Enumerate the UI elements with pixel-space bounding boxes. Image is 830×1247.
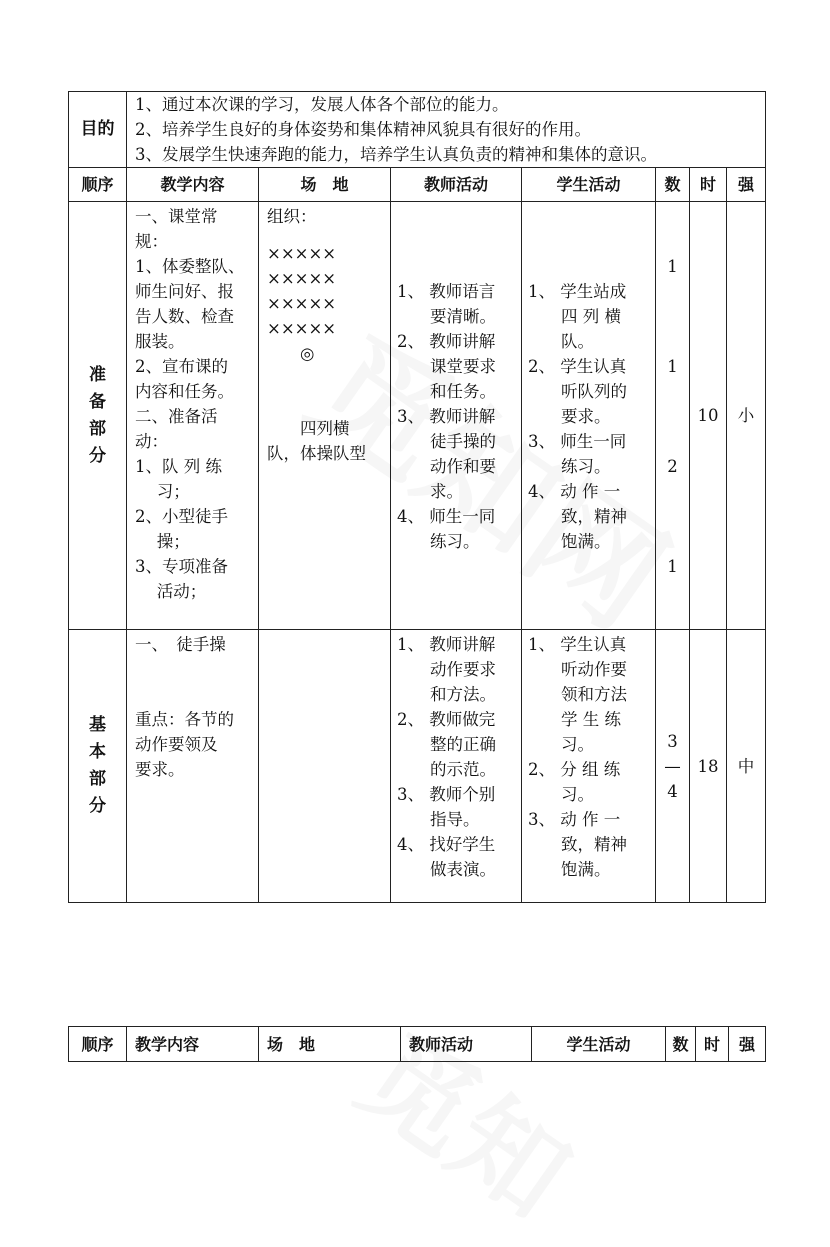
prep-student <box>522 202 656 630</box>
prep-venue-line: 队，体操队型 <box>267 444 366 463</box>
prep-student-line: 听队列的 <box>528 382 627 401</box>
basic-student-line: 致，精神 <box>528 835 627 854</box>
header2-student: 学生活动 <box>532 1027 666 1062</box>
prep-teacher-line: 1、 教师语言 <box>397 282 496 301</box>
header-venue: 场 地 <box>259 168 391 202</box>
header-content: 教学内容 <box>127 168 259 202</box>
goal-line-3: 3、发展学生快速奔跑的能力，培养学生认真负责的精神和集体的意识。 <box>135 145 657 164</box>
header-count: 数 <box>656 168 690 202</box>
formation-row: ××××× <box>267 294 337 313</box>
basic-teacher-line: 整的正确 <box>397 735 496 754</box>
basic-teacher <box>391 630 522 903</box>
basic-time: 18 <box>690 630 727 903</box>
basic-venue <box>259 630 391 903</box>
basic-teacher-line: 4、 找好学生 <box>397 835 496 854</box>
prep-teacher-line: 求。 <box>397 482 463 501</box>
header-order: 顺序 <box>69 168 127 202</box>
prep-content-line: 1、队 列 练 <box>135 457 222 476</box>
prep-content <box>127 202 259 630</box>
basic-student-line: 饱满。 <box>528 860 611 879</box>
prep-content-line: 二、准备活 <box>135 407 218 426</box>
basic-row <box>69 630 766 903</box>
basic-teacher-line: 指导。 <box>397 810 480 829</box>
basic-teacher-line: 和方法。 <box>397 685 496 704</box>
basic-section-char: 基 <box>89 715 106 735</box>
prep-content-line: 动： <box>135 432 168 451</box>
header-row <box>69 168 766 202</box>
prep-teacher-line: 要清晰。 <box>397 307 496 326</box>
basic-count-value: 3 <box>667 731 678 751</box>
prep-teacher-line: 练习。 <box>397 532 480 551</box>
prep-teacher-line: 动作和要 <box>397 457 496 476</box>
prep-time: 10 <box>690 202 727 630</box>
prep-content-line: 服装。 <box>135 332 185 351</box>
basic-section-label <box>69 630 127 903</box>
prep-content-line: 内容和任务。 <box>135 382 234 401</box>
prep-student-line: 队。 <box>528 332 594 351</box>
prep-count-value: 1 <box>667 557 678 576</box>
basic-count-value: 4 <box>667 781 678 801</box>
basic-section-char: 分 <box>89 796 106 816</box>
header-student: 学生活动 <box>522 168 656 202</box>
prep-content-line: 规： <box>135 232 168 251</box>
spacer <box>135 657 253 707</box>
spacer <box>656 479 689 554</box>
prep-content-line: 一、课堂常 <box>135 207 218 226</box>
basic-teacher-line: 动作要求 <box>397 660 496 679</box>
basic-content-line: 要求。 <box>135 760 185 779</box>
goal-row <box>69 92 766 168</box>
basic-teacher-line: 的示范。 <box>397 760 496 779</box>
basic-section-char: 本 <box>89 742 106 762</box>
goal-text <box>127 92 766 168</box>
basic-count <box>656 630 690 903</box>
prep-content-line: 告人数、检查 <box>135 307 234 326</box>
prep-venue <box>259 202 391 630</box>
spacer <box>397 204 516 279</box>
basic-student-line: 领和方法 <box>528 685 627 704</box>
header2-order: 顺序 <box>69 1027 127 1062</box>
prep-section-label <box>69 202 127 630</box>
basic-student-line: 2、 分 组 练 <box>528 760 621 779</box>
header2-count: 数 <box>666 1027 696 1062</box>
prep-content-line: 操； <box>135 532 190 551</box>
basic-student-line: 3、 动 作 一 <box>528 810 621 829</box>
basic-student <box>522 630 656 903</box>
prep-teacher-line: 和任务。 <box>397 382 496 401</box>
basic-content <box>127 630 259 903</box>
second-header-table <box>68 1026 766 1062</box>
basic-teacher-line: 做表演。 <box>397 860 496 879</box>
prep-student-line: 练习。 <box>528 457 611 476</box>
header2-time: 时 <box>696 1027 729 1062</box>
prep-student-line: 2、 学生认真 <box>528 357 627 376</box>
prep-student-line: 3、 师生一同 <box>528 432 627 451</box>
prep-venue-line: 组织： <box>267 207 317 226</box>
prep-student-line: 致，精神 <box>528 507 627 526</box>
basic-content-line: 一、 徒手操 <box>135 635 226 654</box>
basic-teacher-line: 1、 教师讲解 <box>397 635 496 654</box>
prep-teacher-line: 课堂要求 <box>397 357 496 376</box>
formation-row: ××××× <box>267 244 337 263</box>
prep-content-line: 2、宣布课的 <box>135 357 228 376</box>
prep-count <box>656 202 690 630</box>
prep-content-line: 师生问好、报 <box>135 282 234 301</box>
prep-teacher-line: 徒手操的 <box>397 432 496 451</box>
formation-row: ××××× <box>267 319 337 338</box>
goal-line-2: 2、培养学生良好的身体姿势和集体精神风貌具有很好的作用。 <box>135 120 591 139</box>
spacer <box>656 279 689 354</box>
teacher-position-icon: ◎ <box>267 344 315 363</box>
prep-section-char: 分 <box>89 445 106 466</box>
prep-student-line: 四 列 横 <box>528 307 621 326</box>
basic-student-line: 听动作要 <box>528 660 627 679</box>
prep-section-char: 准 <box>89 364 106 385</box>
spacer <box>656 379 689 454</box>
prep-student-line: 1、 学生站成 <box>528 282 627 301</box>
header-time: 时 <box>690 168 727 202</box>
prep-intensity: 小 <box>727 202 766 630</box>
goal-line-1: 1、通过本次课的学习，发展人体各个部位的能力。 <box>135 95 509 114</box>
basic-intensity: 中 <box>727 630 766 903</box>
prep-venue-line: 四列横 <box>267 419 350 438</box>
prep-count-value: 1 <box>667 357 678 376</box>
prep-count-value: 1 <box>667 257 678 276</box>
prep-content-line: 活动； <box>135 582 207 601</box>
prep-count-value: 2 <box>667 457 678 476</box>
prep-student-line: 要求。 <box>528 407 611 426</box>
formation-row: ××××× <box>267 269 337 288</box>
prep-content-line: 习； <box>135 482 190 501</box>
spacer <box>528 204 650 279</box>
header2-teacher: 教师活动 <box>401 1027 532 1062</box>
prep-section-char: 备 <box>89 391 106 412</box>
header2-intensity: 强 <box>729 1027 766 1062</box>
prep-teacher-line: 3、 教师讲解 <box>397 407 496 426</box>
prep-row <box>69 202 766 630</box>
header2-content: 教学内容 <box>127 1027 259 1062</box>
prep-student-line: 饱满。 <box>528 532 611 551</box>
lesson-plan-table <box>68 91 766 903</box>
basic-student-line: 学 生 练 <box>528 710 621 729</box>
basic-student-line: 1、 学生认真 <box>528 635 627 654</box>
spacer <box>267 229 385 241</box>
prep-teacher-line: 2、 教师讲解 <box>397 332 496 351</box>
basic-count-value: — <box>664 756 681 776</box>
basic-content-line: 重点：各节的 <box>135 710 234 729</box>
header-teacher: 教师活动 <box>391 168 522 202</box>
basic-content-line: 动作要领及 <box>135 735 218 754</box>
header-row-2 <box>69 1027 766 1062</box>
prep-content-line: 2、小型徒手 <box>135 507 228 526</box>
goal-label: 目的 <box>69 92 127 168</box>
basic-student-line: 习。 <box>528 735 594 754</box>
basic-section-char: 部 <box>89 769 106 789</box>
basic-teacher-line: 2、 教师做完 <box>397 710 496 729</box>
basic-teacher-line: 3、 教师个别 <box>397 785 496 804</box>
spacer <box>267 366 385 416</box>
prep-teacher <box>391 202 522 630</box>
prep-teacher-line: 4、 师生一同 <box>397 507 496 526</box>
prep-content-line: 1、体委整队、 <box>135 257 245 276</box>
prep-section-char: 部 <box>89 418 106 439</box>
header2-venue: 场 地 <box>259 1027 401 1062</box>
prep-content-line: 3、专项准备 <box>135 557 228 576</box>
header-intensity: 强 <box>727 168 766 202</box>
basic-student-line: 习。 <box>528 785 594 804</box>
prep-student-line: 4、 动 作 一 <box>528 482 621 501</box>
